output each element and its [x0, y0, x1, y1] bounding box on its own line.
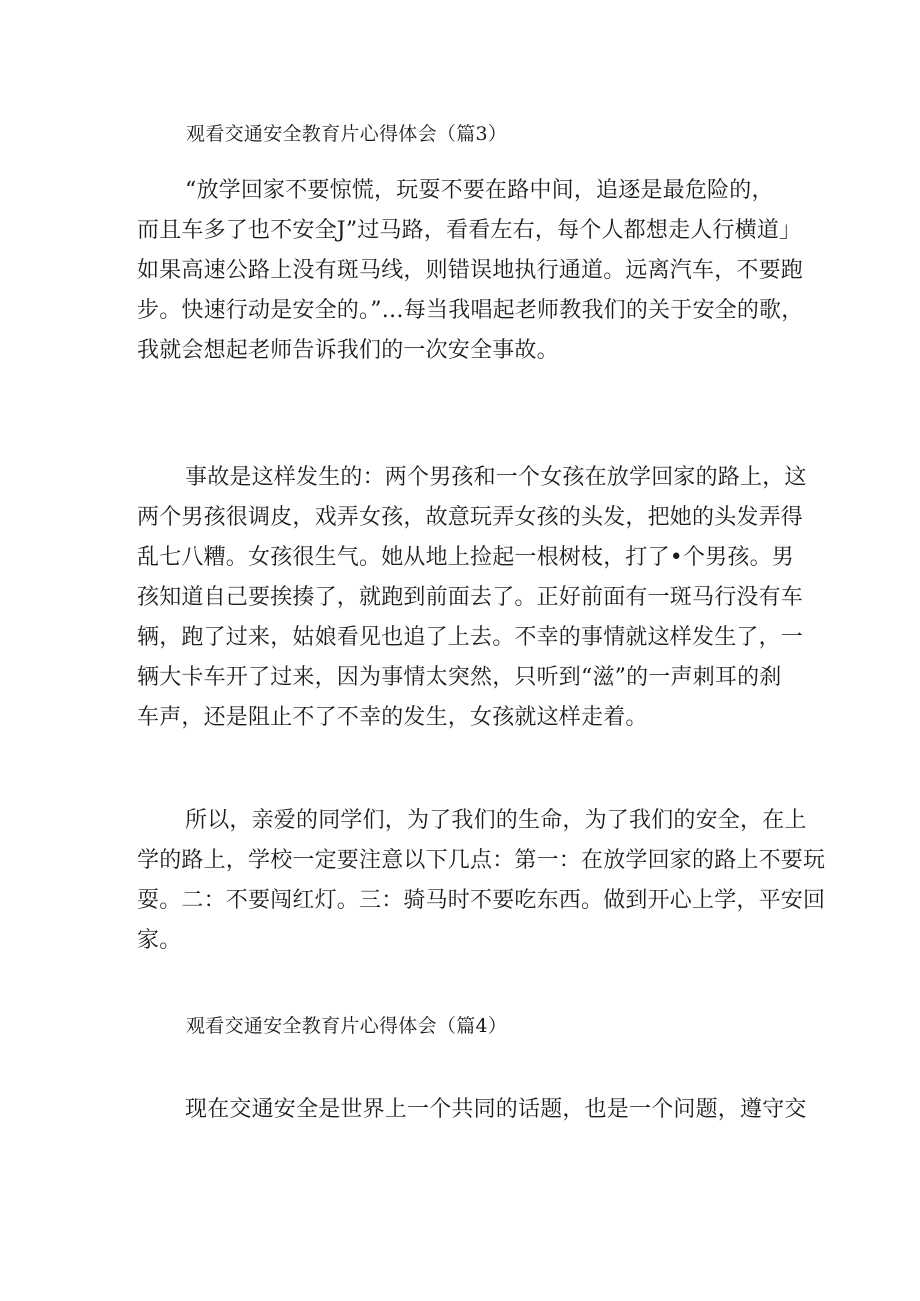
paragraph-line: 我就会想起老师告诉我们的一次安全事故。: [137, 338, 559, 363]
paragraph-line: 辆大卡车开了过来，因为事情太突然，只听到“滋”的一声刺耳的刹: [137, 665, 782, 690]
section-heading-part4: 观看交通安全教育片心得体会（篇4）: [186, 1015, 508, 1037]
paragraph-line: 两个男孩很调皮，戏弄女孩，故意玩弄女孩的头发，把她的头发弄得: [137, 505, 804, 530]
paragraph-line: 车声，还是阻止不了不幸的发生，女孩就这样走着。: [137, 705, 648, 730]
paragraph-line: 所以，亲爱的同学们，为了我们的生命，为了我们的安全，在上: [185, 808, 807, 833]
paragraph-line: 辆，跑了过来，姑娘看见也追了上去。不幸的事情就这样发生了，一: [137, 625, 804, 650]
paragraph-line: “放学回家不要惊慌，玩耍不要在路中间，追逐是最危险的，: [185, 178, 774, 203]
paragraph-line: 如果高速公路上没有斑马线，则错误地执行通道。远离汽车，不要跑: [137, 258, 804, 283]
paragraph-line: 事故是这样发生的：两个男孩和一个女孩在放学回家的路上，这: [185, 465, 807, 490]
paragraph-song: [137, 171, 804, 371]
paragraph-line: 而且车多了也不安全J”过马路，看看左右，每个人都想走人行横道」: [137, 218, 802, 243]
paragraph-accident: [137, 458, 807, 738]
paragraph-line: 耍。二：不要闯红灯。三：骑马时不要吃东西。做到开心上学，平安回: [137, 888, 826, 913]
paragraph-advice: [137, 801, 826, 961]
section-heading-part3: 观看交通安全教育片心得体会（篇3）: [186, 123, 508, 145]
paragraph-line: 家。: [137, 928, 182, 953]
paragraph-line: 学的路上，学校一定要注意以下几点：第一：在放学回家的路上不要玩: [137, 848, 826, 873]
paragraph-line: 步。快速行动是安全的。”…每当我唱起老师教我们的关于安全的歌，: [137, 298, 804, 323]
paragraph-line: 现在交通安全是世界上一个共同的话题，也是一个问题，遵守交: [185, 1097, 807, 1122]
paragraph-intro-part4: [137, 1090, 807, 1130]
paragraph-line: 乱七八糟。女孩很生气。她从地上捡起一根树枝，打了•个男孩。男: [137, 545, 794, 570]
paragraph-line: 孩知道自己要挨揍了，就跑到前面去了。正好前面有一斑马行没有车: [137, 585, 804, 610]
